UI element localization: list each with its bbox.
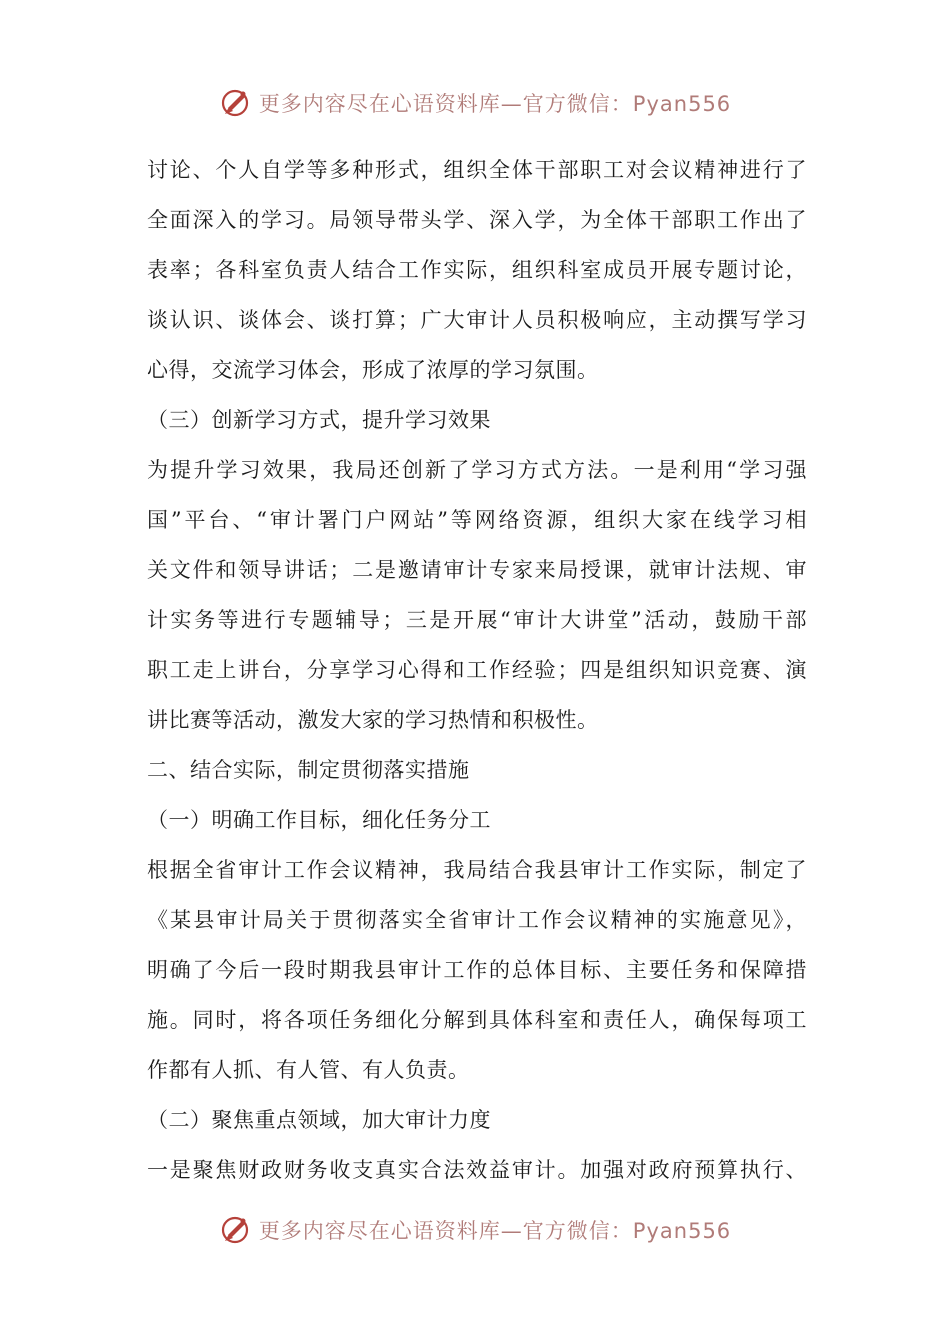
- header-watermark: [0, 83, 950, 123]
- watermark-text: 更多内容尽在心语资料库—官方微信：Pyan556: [258, 92, 732, 116]
- paragraph-line: 一是聚焦财政财务收支真实合法效益审计。加强对政府预算执行、: [147, 1158, 807, 1182]
- paragraph-line: 表率；各科室负责人结合工作实际，组织科室成员开展专题讨论，: [147, 258, 807, 282]
- section-heading: （三）创新学习方式，提升学习效果: [147, 408, 491, 432]
- paragraph-line: 根据全省审计工作会议精神，我局结合我县审计工作实际，制定了: [147, 858, 807, 882]
- paragraph-line: 国”平台、“审计署门户网站”等网络资源，组织大家在线学习相: [147, 508, 807, 532]
- paragraph-line: 为提升学习效果，我局还创新了学习方式方法。一是利用“学习强: [147, 458, 807, 482]
- paragraph-line: 施。同时，将各项任务细化分解到具体科室和责任人，确保每项工: [147, 1008, 807, 1032]
- paragraph-line: 关文件和领导讲话；二是邀请审计专家来局授课，就审计法规、审: [147, 558, 807, 582]
- pen-seal-logo-icon: [219, 86, 253, 120]
- paragraph-line: 职工走上讲台，分享学习心得和工作经验；四是组织知识竞赛、演: [147, 658, 807, 682]
- paragraph-line: 讨论、个人自学等多种形式，组织全体干部职工对会议精神进行了: [147, 158, 807, 182]
- paragraph-line: 计实务等进行专题辅导；三是开展“审计大讲堂”活动，鼓励干部: [147, 608, 807, 632]
- section-heading: （一）明确工作目标，细化任务分工: [147, 808, 491, 832]
- paragraph-line: 作都有人抓、有人管、有人负责。: [147, 1058, 470, 1082]
- paragraph-line: 谈认识、谈体会、谈打算；广大审计人员积极响应，主动撰写学习: [147, 308, 807, 332]
- document-body: [147, 145, 807, 1195]
- paragraph-line: 全面深入的学习。局领导带头学、深入学，为全体干部职工作出了: [147, 208, 807, 232]
- pen-seal-logo-icon: [219, 1213, 253, 1247]
- paragraph-line: 心得，交流学习体会，形成了浓厚的学习氛围。: [147, 358, 599, 382]
- paragraph-line: 明确了今后一段时期我县审计工作的总体目标、主要任务和保障措: [147, 958, 807, 982]
- paragraph-line: 讲比赛等活动，激发大家的学习热情和积极性。: [147, 708, 599, 732]
- section-heading: （二）聚焦重点领域，加大审计力度: [147, 1108, 491, 1132]
- paragraph-line: 《某县审计局关于贯彻落实全省审计工作会议精神的实施意见》，: [147, 908, 807, 932]
- footer-watermark: [0, 1210, 950, 1250]
- watermark-text: 更多内容尽在心语资料库—官方微信：Pyan556: [258, 1219, 732, 1243]
- chapter-heading: 二、结合实际，制定贯彻落实措施: [147, 758, 470, 782]
